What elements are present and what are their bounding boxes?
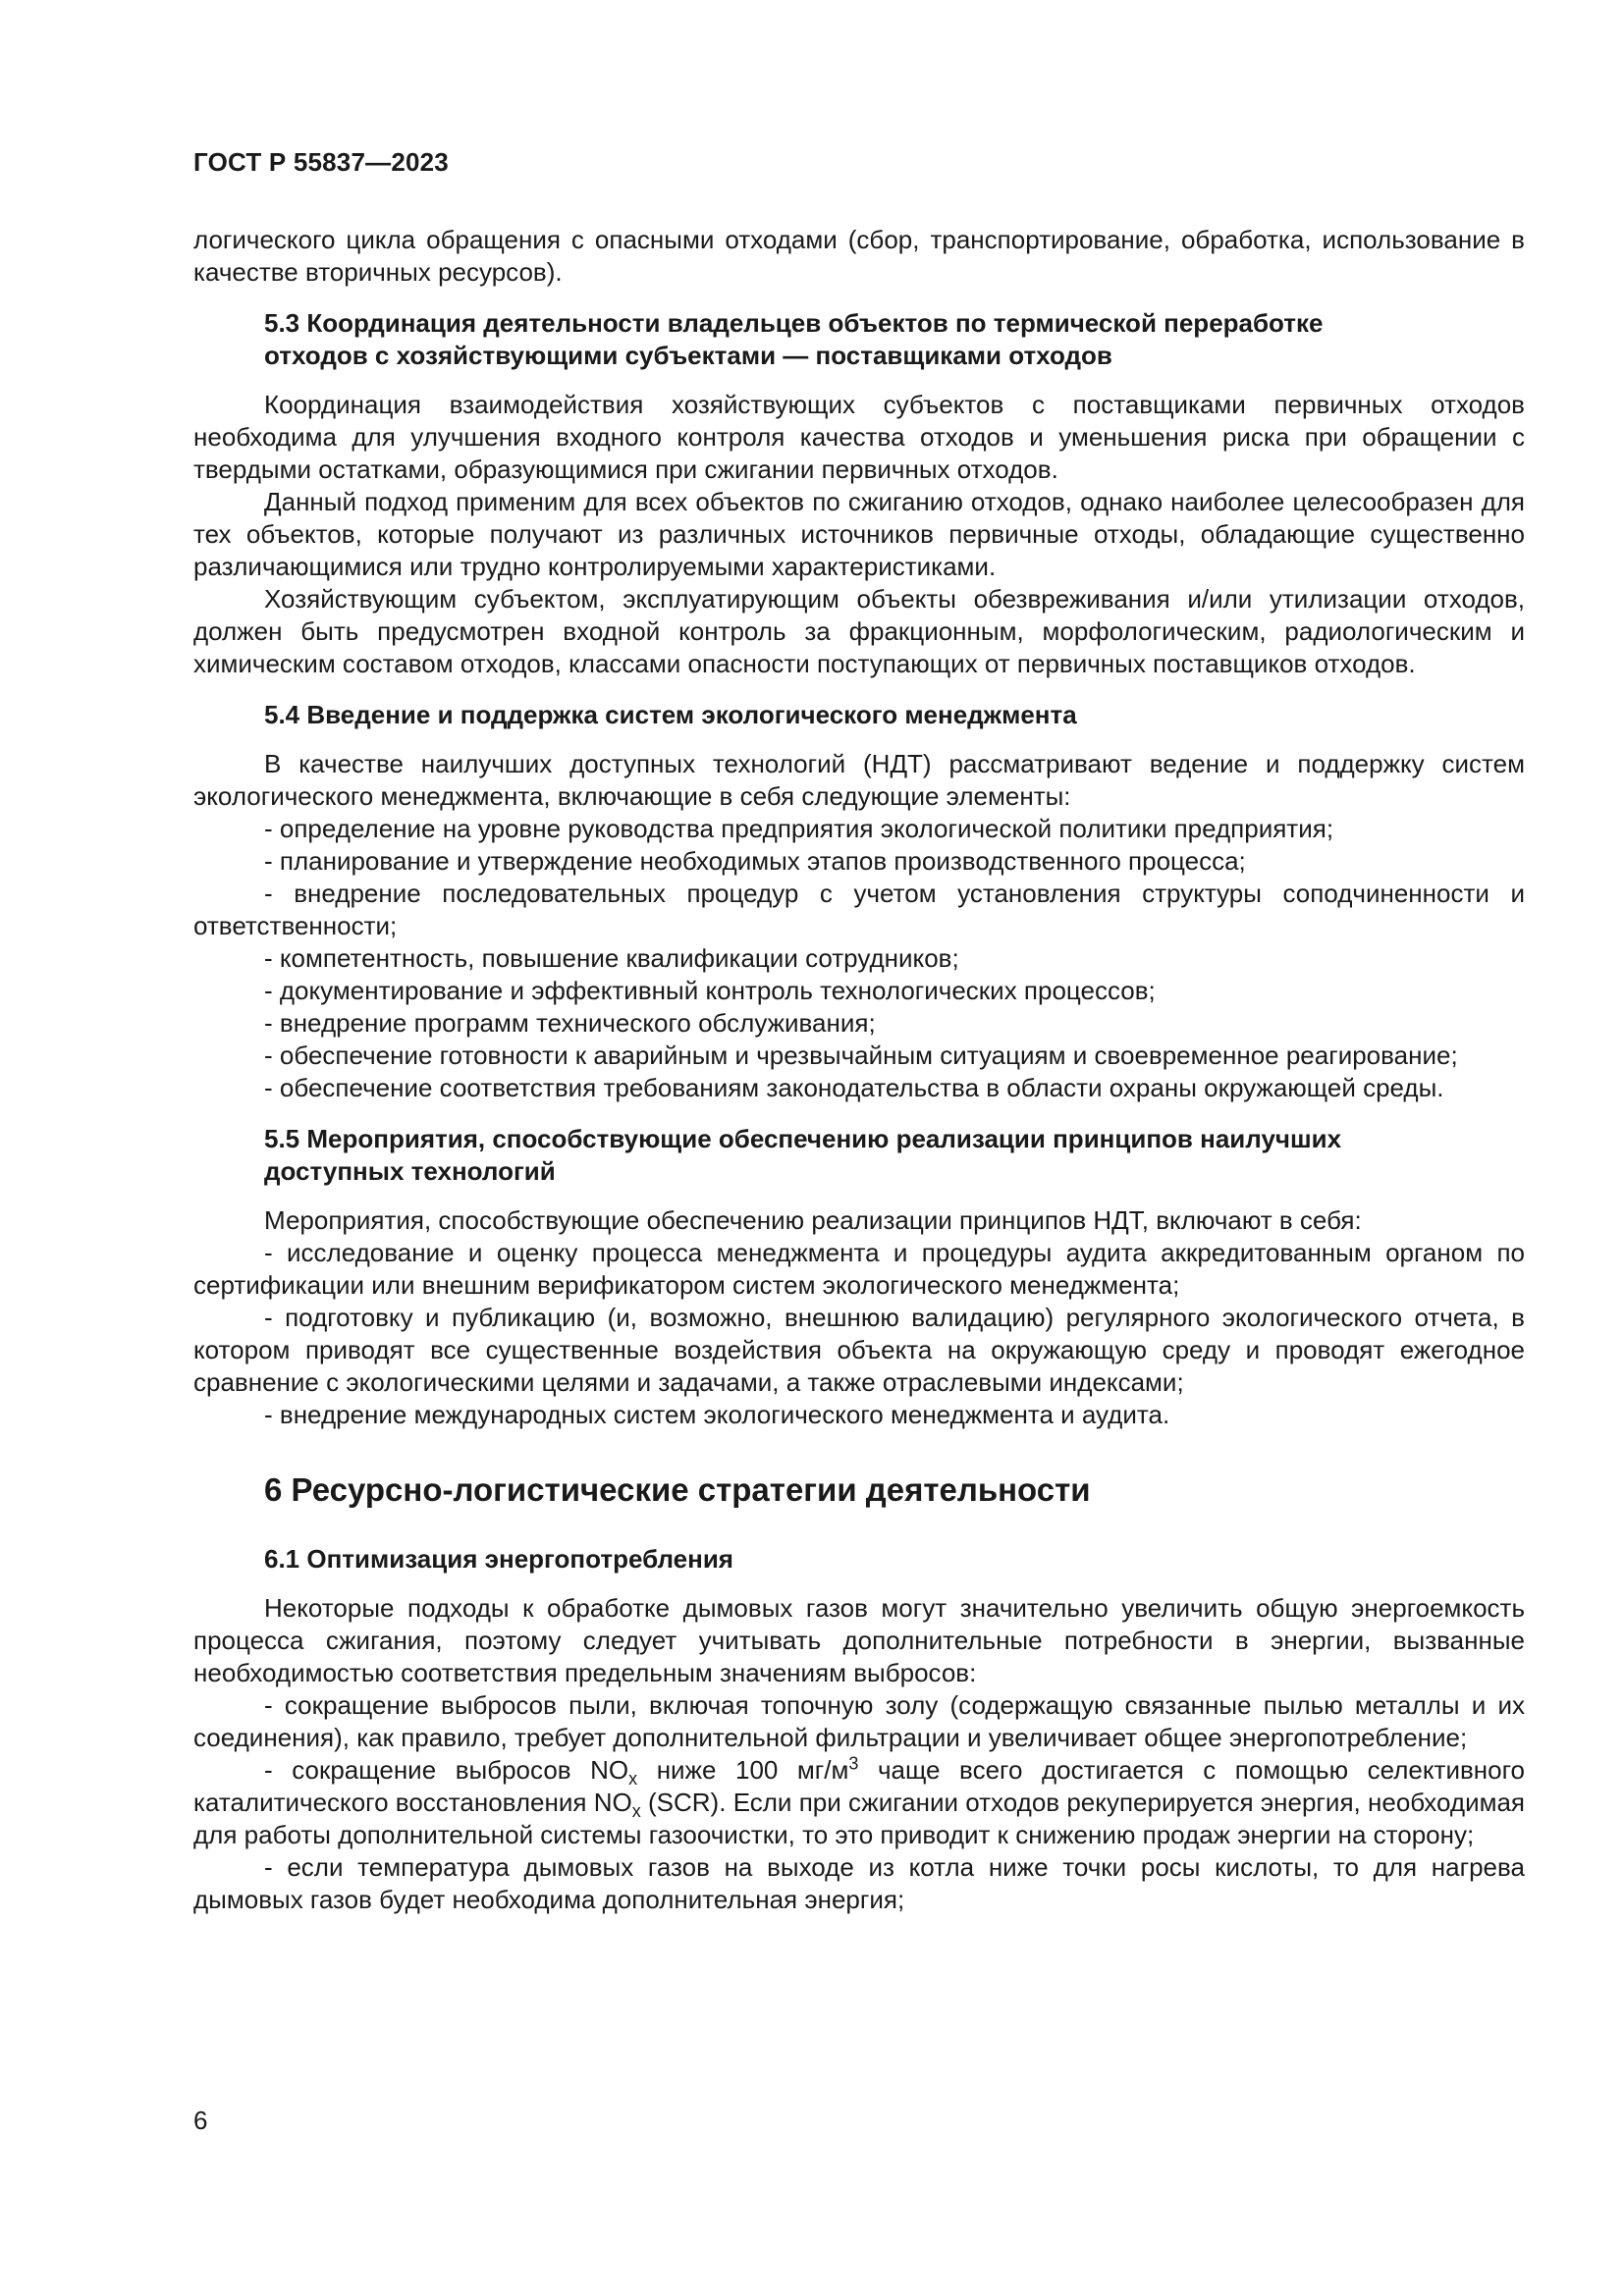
section-5-3-heading-line2: отходов с хозяйствующими субъектами — поставщиками отходов (264, 341, 1112, 370)
list-item: - обеспечение готовности к аварийным и чрезвычайным ситуациям и своевременное реагирование; (264, 1041, 1458, 1070)
document-header: ГОСТ Р 55837—2023 (193, 147, 449, 177)
section-5-3-paragraph: Координация взаимодействия хозяйствующих субъектов с поставщиками первичных отходов необходима для улучшения входного контроля качества отходов и уменьшения риска при обращении с твердыми остатками, образующимися при сжигании первичных отходов. (193, 390, 1525, 484)
document-body (193, 224, 1525, 1916)
section-6-1-intro: Некоторые подходы к обработке дымовых газов могут значительно увеличить общую энергоемкость процесса сжигания, поэтому следует учитывать дополнительные потребности в энергии, вызванные необходимостью соответствия предельным значениям выбросов: (193, 1593, 1525, 1687)
list-item: - планирование и утверждение необходимых этапов производственного процесса; (264, 846, 1246, 876)
text-run: - сокращение выбросов NO (264, 1755, 629, 1785)
text-run: ниже 100 мг/м (637, 1755, 849, 1785)
section-6-1-heading: 6.1 Оптимизация энергопотребления (264, 1544, 733, 1574)
subscript: x (628, 1769, 638, 1789)
list-item: - компетентность, повышение квалификации сотрудников; (264, 943, 959, 973)
list-item: - внедрение программ технического обслуживания; (264, 1008, 876, 1038)
section-5-4-intro: В качестве наилучших доступных технологий (НДТ) рассматривают ведение и поддержку систем экологического менеджмента, включающие в себя следующие элементы: (193, 749, 1525, 811)
list-item: - обеспечение соответствия требованиям законодательства в области охраны окружающей среды. (264, 1073, 1444, 1102)
section-5-5-intro: Мероприятия, способствующие обеспечению реализации принципов НДТ, включают в себя: (264, 1205, 1362, 1235)
list-item: - подготовку и публикацию (и, возможно, внешнюю валидацию) регулярного экологического отчета, в котором приводят все существенные воздействия объекта на окружающую среду и проводят ежегодное сравнение с экологическими целями и задачами, а также отраслевыми индексами; (193, 1303, 1525, 1397)
list-item-nox (193, 1754, 1525, 1851)
section-5-5-heading-line2: доступных технологий (264, 1156, 556, 1186)
list-item: - исследование и оценку процесса менеджмента и процедуры аудита аккредитованным органом по сертификации или внешним верификатором систем экологического менеджмента; (193, 1238, 1525, 1300)
section-5-5-heading-line1: 5.5 Мероприятия, способствующие обеспечению реализации принципов наилучших (264, 1124, 1342, 1153)
list-item: - если температура дымовых газов на выходе из котла ниже точки росы кислоты, то для нагрева дымовых газов будет необходима дополнительная энергия; (193, 1852, 1525, 1914)
section-5-3-paragraph: Хозяйствующим субъектом, эксплуатирующим объекты обезвреживания и/или утилизации отходов, должен быть предусмотрен входной контроль за фракционным, морфологическим, радиологическим и химическим составом отходов, классами опасности поступающих от первичных поставщиков отходов. (193, 584, 1525, 678)
section-5-3-heading-line1: 5.3 Координация деятельности владельцев объектов по термической переработке (264, 308, 1324, 338)
intro-paragraph: логического цикла обращения с опасными отходами (сбор, транспортирование, обработка, использование в качестве вторичных ресурсов). (193, 225, 1525, 287)
list-item: - внедрение международных систем экологического менеджмента и аудита. (264, 1400, 1170, 1429)
subscript: x (631, 1801, 641, 1822)
list-item: - определение на уровне руководства предприятия экологической политики предприятия; (264, 814, 1334, 843)
list-item: - сокращение выбросов пыли, включая топочную золу (содержащую связанные пылью металлы и их соединения), как правило, требует дополнительной фильтрации и увеличивает общее энергопотребление; (193, 1690, 1525, 1752)
page-number: 6 (193, 2106, 208, 2135)
section-5-3-paragraph: Данный подход применим для всех объектов по сжиганию отходов, однако наиболее целесообразен для тех объектов, которые получают из различных источников первичные отходы, обладающие существенно различающимися или трудно контролируемыми характеристиками. (193, 487, 1525, 581)
superscript: 3 (848, 1753, 859, 1774)
list-item: - внедрение последовательных процедур с учетом установления структуры соподчиненности и ответственности; (193, 879, 1525, 940)
list-item: - документирование и эффективный контроль технологических процессов; (264, 976, 1156, 1005)
text-run: (SCR). Если при сжигании отходов рекуперируется энергия, необходимая для работы дополнительной системы газоочистки, то это приводит к снижению продаж энергии на сторону; (193, 1788, 1526, 1849)
text-run: чаще всего достигается с помощью селективного каталитического восстановления NO (193, 1755, 1525, 1817)
section-5-3-heading (193, 307, 1525, 372)
section-5-5-heading (193, 1123, 1525, 1188)
section-5-4-heading: 5.4 Введение и поддержка систем экологического менеджмента (264, 700, 1077, 729)
section-6-heading: 6 Ресурсно-логистические стратегии деятельности (264, 1471, 1091, 1508)
